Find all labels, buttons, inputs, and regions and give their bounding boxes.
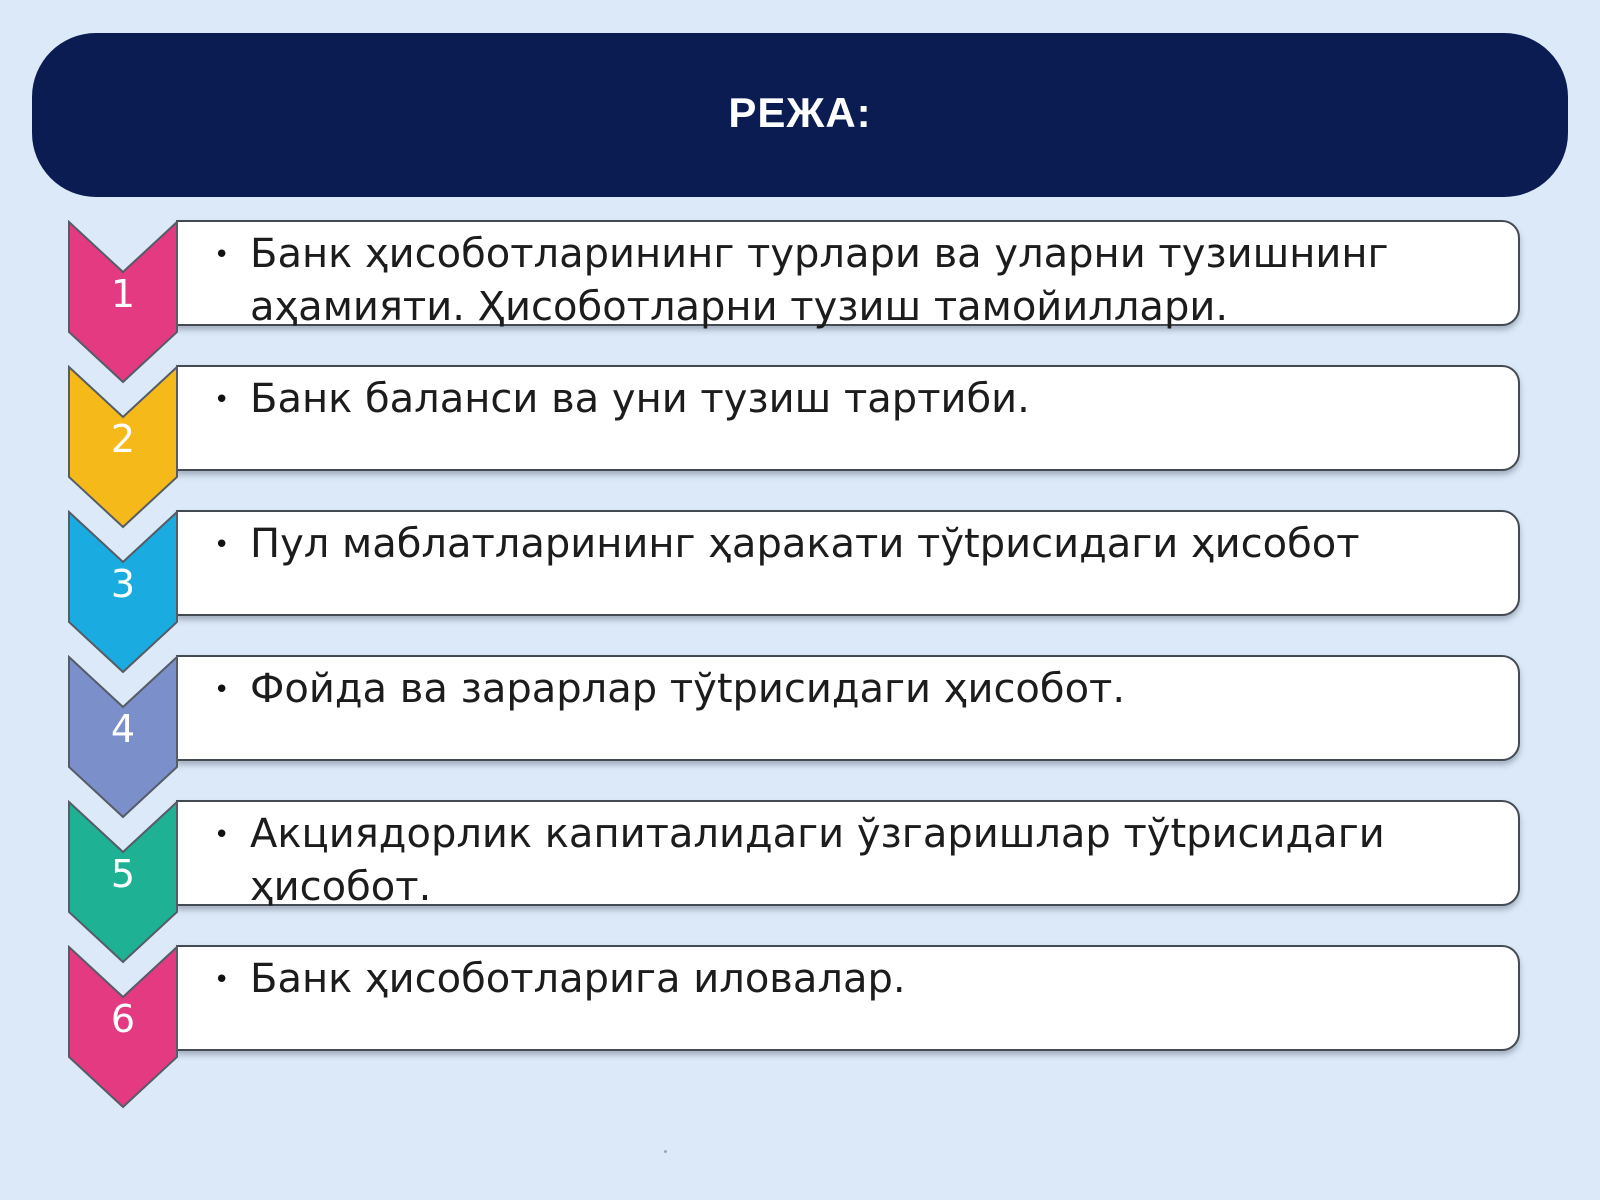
step-text: Банк баланси ва уни тузиш тартиби. (250, 376, 1030, 422)
plan-step-1 (0, 220, 1600, 385)
bullet-icon: • (214, 675, 230, 705)
bullet-icon: • (214, 240, 230, 270)
step-text-box (176, 220, 1520, 330)
step-number: 5 (110, 852, 136, 896)
step-number: 3 (110, 562, 136, 606)
step-text: Банк ҳисоботларининг турлари ва уларни тузишнинг аҳамияти. Ҳисоботларни тузиш тамойиллари. (250, 231, 1389, 330)
footer-dot (664, 1150, 667, 1153)
step-text: Пул маблатларининг ҳаракати тўtрисидаги ҳисобот (250, 521, 1360, 567)
step-text: Банк ҳисоботларига иловалар. (250, 956, 906, 1002)
step-number: 4 (110, 707, 136, 751)
step-text-box (176, 945, 1520, 1051)
bullet-icon: • (214, 965, 230, 995)
plan-step-5 (0, 800, 1600, 965)
step-text-box (176, 800, 1520, 910)
step-text-box (176, 655, 1520, 761)
plan-step-3 (0, 510, 1600, 675)
step-text: Фойда ва зарарлар тўtрисидаги ҳисобот. (250, 666, 1126, 712)
step-text: Акциядорлик капиталидаги ўзгаришлар тўtрисидаги ҳисобот. (250, 811, 1385, 910)
plan-step-6 (0, 945, 1600, 1110)
bullet-icon: • (214, 820, 230, 850)
step-number: 1 (110, 272, 136, 316)
step-text-box (176, 365, 1520, 471)
step-number: 6 (110, 997, 136, 1041)
step-number: 2 (110, 417, 136, 461)
bullet-icon: • (214, 530, 230, 560)
plan-step-4 (0, 655, 1600, 820)
step-text-box (176, 510, 1520, 616)
plan-step-2 (0, 365, 1600, 530)
bullet-icon: • (214, 385, 230, 415)
page-title: РЕЖА: (728, 89, 872, 136)
